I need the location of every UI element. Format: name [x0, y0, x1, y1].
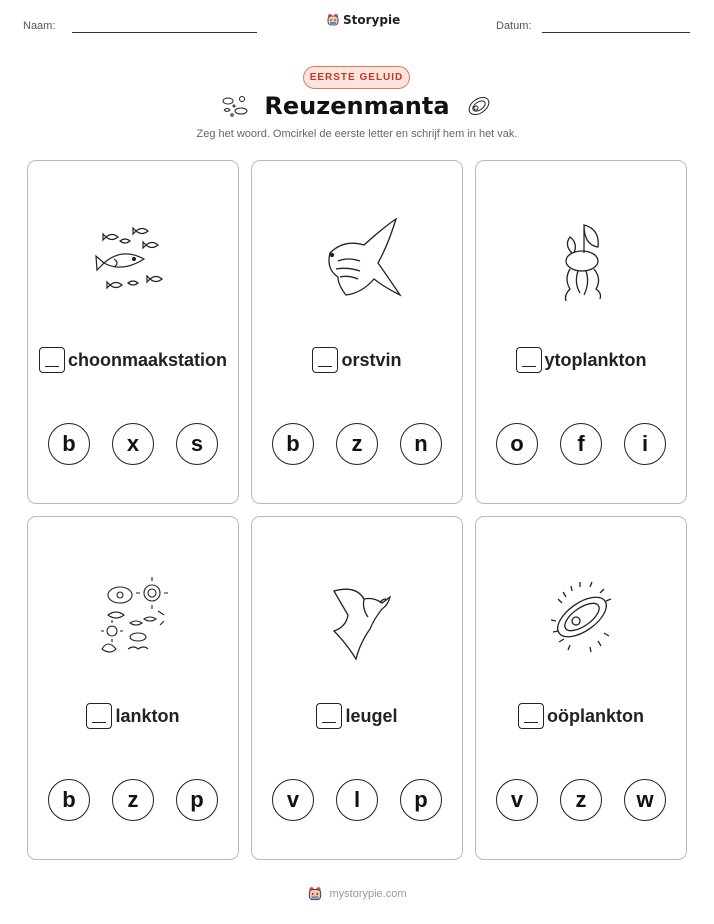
letter-choice[interactable]: b [48, 423, 90, 465]
title-row [0, 92, 714, 120]
letter-choices [476, 423, 686, 465]
word-row [252, 703, 462, 729]
letter-choice[interactable]: i [624, 423, 666, 465]
plankton-mix-icon [84, 573, 184, 663]
zooplankton-icon [532, 573, 632, 663]
page-title: Reuzenmanta [264, 92, 450, 120]
letter-choice[interactable]: s [176, 423, 218, 465]
letter-choice[interactable]: v [496, 779, 538, 821]
word: oöplankton [547, 705, 644, 726]
phytoplankton-icon [532, 217, 632, 307]
brand [326, 13, 400, 27]
letter-box[interactable] [86, 703, 112, 729]
footer [0, 886, 714, 902]
manta-ray-icon [308, 217, 408, 307]
letter-choice[interactable]: z [560, 779, 602, 821]
instruction: Zeg het woord. Omcirkel de eerste letter en schrijf hem in het vak. [196, 128, 518, 140]
letter-box[interactable] [516, 347, 542, 373]
letter-choice[interactable]: v [272, 779, 314, 821]
letter-choice[interactable]: w [624, 779, 666, 821]
word-card [251, 160, 463, 504]
date-label: Datum: [496, 20, 532, 32]
letter-choice[interactable]: f [560, 423, 602, 465]
letter-choices [28, 779, 238, 821]
word-card [475, 516, 687, 860]
letter-choice[interactable]: n [400, 423, 442, 465]
word-card [27, 160, 239, 504]
word: choonmaakstation [67, 349, 228, 370]
word: orstvin [341, 349, 402, 370]
word-row [476, 703, 686, 729]
storypie-logo-icon [326, 13, 340, 27]
zooplankton-icon [464, 92, 494, 120]
letter-box[interactable] [316, 703, 342, 729]
letter-box[interactable] [312, 347, 338, 373]
letter-choices [252, 423, 462, 465]
letter-choice[interactable]: x [112, 423, 154, 465]
date-field[interactable] [542, 32, 690, 33]
brand-name: Storypie [343, 13, 401, 27]
letter-choice[interactable]: p [400, 779, 442, 821]
category-badge: EERSTE GELUID [303, 66, 410, 89]
letter-choice[interactable]: o [496, 423, 538, 465]
storypie-logo-icon [307, 886, 323, 902]
letter-choices [252, 779, 462, 821]
letter-choices [28, 423, 238, 465]
letter-box[interactable] [518, 703, 544, 729]
letter-choice[interactable]: z [112, 779, 154, 821]
name-field[interactable] [72, 32, 257, 33]
word-card [475, 160, 687, 504]
footer-url[interactable]: mystorypie.com [329, 888, 407, 900]
word-row [28, 703, 238, 729]
word: ytoplankton [544, 349, 647, 370]
letter-choice[interactable]: b [272, 423, 314, 465]
letter-choice[interactable]: p [176, 779, 218, 821]
letter-choice[interactable]: z [336, 423, 378, 465]
manta-ray-wings-icon [308, 573, 408, 663]
letter-choices [476, 779, 686, 821]
letter-box[interactable] [39, 347, 65, 373]
word-row [476, 347, 686, 373]
word: leugel [345, 705, 398, 726]
word-card [251, 516, 463, 860]
word: lankton [115, 705, 180, 726]
letter-choice[interactable]: b [48, 779, 90, 821]
word-row [252, 347, 462, 373]
word-row [28, 347, 238, 373]
fish-school-icon [84, 217, 184, 307]
plankton-icon [220, 92, 250, 120]
name-label: Naam: [23, 20, 56, 32]
word-card [27, 516, 239, 860]
letter-choice[interactable]: l [336, 779, 378, 821]
